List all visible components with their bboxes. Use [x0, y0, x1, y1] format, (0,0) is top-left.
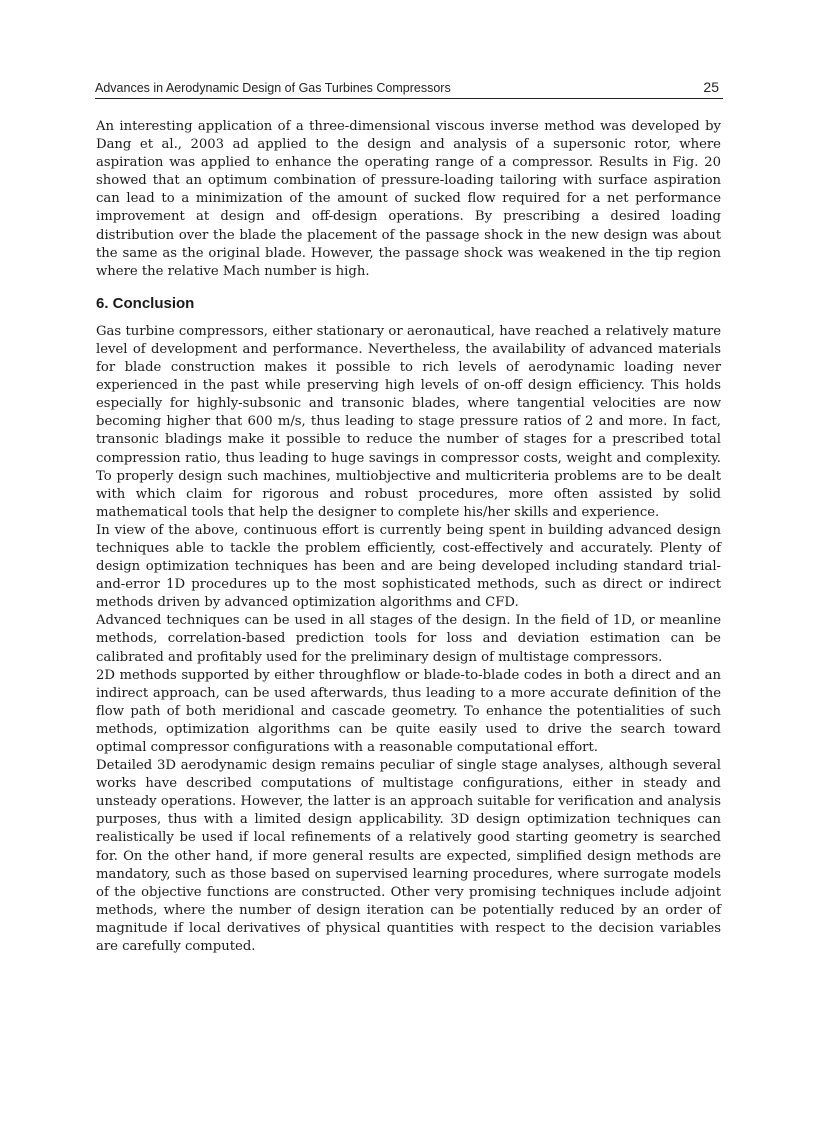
running-title: Advances in Aerodynamic Design of Gas Turbines Compressors	[95, 81, 451, 95]
conclusion-paragraph-4: 2D methods supported by either throughflow or blade-to-blade codes in both a direct and an indirect approach, can be used afterwards, thus leading to a more accurate definition of the flow path of both meridional and cascade geometry. To enhance the potentialities of such methods, optimization algorithms can be quite easily used to drive the search toward optimal compressor configurations with a reasonable computational effort.	[96, 667, 721, 755]
running-header	[95, 80, 723, 99]
conclusion-paragraph-1: Gas turbine compressors, either stationary or aeronautical, have reached a relatively mature level of development and performance. Nevertheless, the availability of advanced materials for blade construction makes it possible to rich levels of aerodynamic loading never experienced in the past while preserving high levels of on-off design efficiency. This holds especially for highly-subsonic and transonic blades, where tangential velocities are now becoming higher that 600 m/s, thus leading to stage pressure ratios of 2 and more. In fact, transonic bladings make it possible to reduce the number of stages for a prescribed total compression ratio, thus leading to huge savings in compressor costs, weight and complexity. To properly design such machines, multiobjective and multicriteria problems are to be dealt with which claim for rigorous and robust procedures, more often assisted by solid mathematical tools that help the designer to complete his/her skills and experience.	[96, 323, 721, 520]
page-body	[96, 118, 721, 956]
intro-paragraph: An interesting application of a three-dimensional viscous inverse method was developed by Dang et al., 2003 ad applied to the design and analysis of a supersonic rotor, where aspiration was applied to enhance the operating range of a compressor. Results in Fig. 20 showed that an optimum combination of pressure-loading tailoring with surface aspiration can lead to a minimization of the amount of sucked flow required for a net performance improvement at design and off-design operations. By prescribing a desired loading distribution over the blade the placement of the passage shock in the new design was about the same as the original blade. However, the passage shock was weakened in the tip region where the relative Mach number is high.	[96, 119, 721, 279]
conclusion-paragraph-2: In view of the above, continuous effort is currently being spent in building advanced design techniques able to tackle the problem efficiently, cost-effectively and accurately. Plenty of design optimization techniques has been and are being developed including standard trial-and-error 1D procedures up to the most sophisticated methods, such as direct or indirect methods driven by advanced optimization algorithms and CFD.	[96, 522, 721, 611]
page-number: 25	[703, 79, 719, 95]
conclusion-paragraph-5: Detailed 3D aerodynamic design remains peculiar of single stage analyses, although several works have described computations of multistage configurations, either in steady and unsteady operations. However, the latter is an approach suitable for verification and analysis purposes, thus with a limited design applicability. 3D design optimization techniques can realistically be used if local refinements of a relatively good starting geometry is searched for. On the other hand, if more general results are expected, simplified design methods are mandatory, such as those based on supervised learning procedures, where surrogate models of the objective functions are constructed. Other very promising techniques include adjoint methods, where the number of design iteration can be potentially reduced by an order of magnitude if local derivatives of physical quantities with respect to the decision variables are carefully computed.	[96, 758, 721, 955]
conclusion-paragraph-3: Advanced techniques can be used in all stages of the design. In the field of 1D, or meanline methods, correlation-based prediction tools for loss and deviation estimation can be calibrated and profitably used for the preliminary design of multistage compressors.	[96, 613, 721, 665]
section-heading: 6. Conclusion	[96, 294, 195, 312]
